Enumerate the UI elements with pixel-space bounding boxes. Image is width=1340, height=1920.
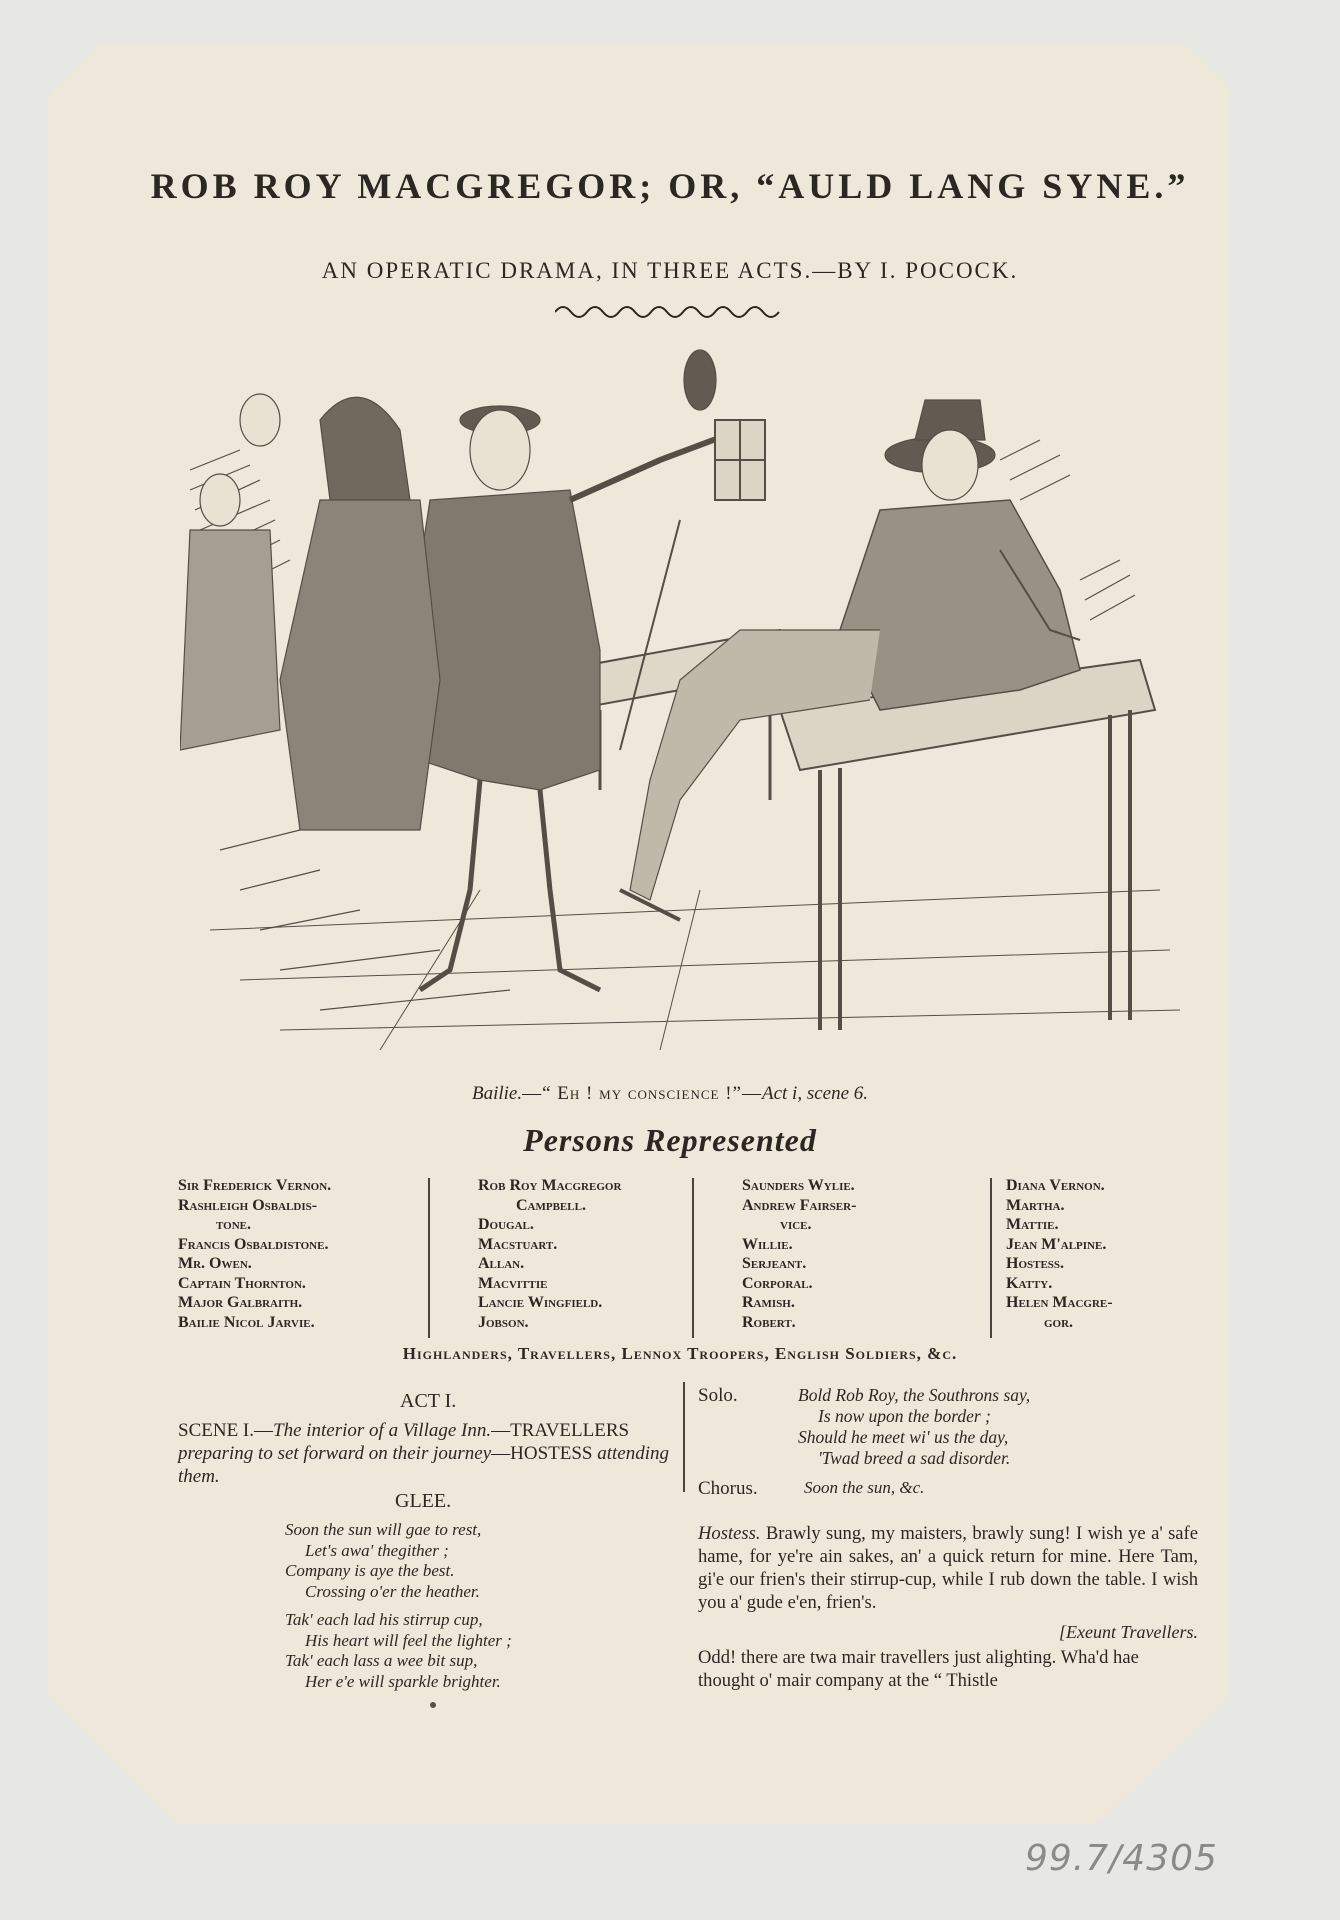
glee-verse-1 xyxy=(285,1520,481,1602)
verse-line: Her e'e will sparkle brighter. xyxy=(305,1671,501,1691)
ornamental-rule xyxy=(555,300,785,320)
person-name: Allan. xyxy=(478,1255,525,1272)
persons-column-2 xyxy=(478,1176,698,1332)
person-name: gor. xyxy=(1044,1313,1074,1331)
verse-line: Bold Rob Roy, the Southrons say, xyxy=(798,1385,1031,1405)
solo-label: Solo. xyxy=(698,1385,738,1406)
hat-on-wall xyxy=(684,350,716,410)
woman-figure xyxy=(280,397,440,830)
verse-line: Soon the sun will gae to rest, xyxy=(285,1520,482,1539)
person-name: Dougal. xyxy=(478,1216,534,1233)
person-name: Corporal. xyxy=(742,1274,813,1292)
hostess-speech-text: Brawly sung, my maisters, brawly sung! I wish ye a' safe hame, for ye're ain sakes, an' a quick return for mine. Here Tam, gi'e our frien's their stirrup-cup, while I rub down the table. I wish you a' gude e'en, frien's. xyxy=(698,1523,1198,1613)
caption-quote: —“ Eh ! my conscience !”— xyxy=(522,1083,762,1104)
verse-line: Tak' each lad his stirrup cup, xyxy=(285,1610,483,1629)
hostess-label: Hostess. xyxy=(698,1523,761,1544)
engraving-illustration xyxy=(180,330,1190,1060)
person-name: Hostess. xyxy=(1006,1255,1065,1272)
verse-line: Tak' each lass a wee bit sup, xyxy=(285,1651,478,1670)
chorus-text: Soon the sun, &c. xyxy=(804,1478,925,1497)
background-figures xyxy=(180,394,280,750)
person-name: Macstuart. xyxy=(478,1235,558,1253)
text-column-divider xyxy=(683,1382,685,1492)
floor xyxy=(210,890,1180,1050)
person-name: Katty. xyxy=(1006,1274,1053,1292)
closing-line: Odd! there are twa mair travellers just alighting. Wha'd hae thought o' mair company at the “ Thistle xyxy=(698,1647,1139,1691)
play-title: ROB ROY MACGREGOR; OR, “AULD LANG SYNE.” xyxy=(150,166,1190,206)
supporting-cast-line: Highlanders, Travellers, Lennox Troopers, English Soldiers, &c. xyxy=(402,1344,958,1363)
verse-line: Should he meet wi' us the day, xyxy=(798,1427,1009,1447)
person-name: Diana Vernon. xyxy=(1006,1177,1105,1194)
caption-speaker: Bailie. xyxy=(471,1083,523,1104)
person-name: Bailie Nicol Jarvie. xyxy=(178,1313,315,1331)
column-divider xyxy=(990,1178,992,1338)
person-name: Mr. Owen. xyxy=(178,1255,252,1272)
person-name: Rob Roy Macgregor xyxy=(478,1177,622,1194)
person-name: Andrew Fairser- xyxy=(742,1196,857,1214)
illustration-caption xyxy=(300,1083,1040,1105)
paper-mark xyxy=(430,1702,436,1708)
person-name: Serjeant. xyxy=(742,1255,807,1272)
person-name: Francis Osbaldistone. xyxy=(178,1235,329,1253)
person-name: Saunders Wylie. xyxy=(742,1177,855,1194)
hostess-speech xyxy=(698,1522,1198,1614)
person-name: vice. xyxy=(780,1216,812,1233)
person-name: Ramish. xyxy=(742,1294,795,1311)
play-subtitle: AN OPERATIC DRAMA, IN THREE ACTS.—BY I. POCOCK. xyxy=(321,258,1019,283)
scene-hostess: —HOSTESS xyxy=(491,1443,598,1464)
verse-line: 'Twad breed a sad disorder. xyxy=(818,1448,1011,1468)
person-name: Robert. xyxy=(742,1313,796,1331)
column-divider xyxy=(692,1178,694,1338)
caption-reference: Act i, scene 6. xyxy=(761,1083,869,1104)
person-name: Helen Macgre- xyxy=(1006,1294,1113,1311)
person-name: Jean M'alpine. xyxy=(1006,1235,1107,1253)
act-heading: ACT I. xyxy=(400,1390,457,1412)
person-name: Willie. xyxy=(742,1235,793,1253)
person-name: Major Galbraith. xyxy=(178,1294,303,1311)
column-divider xyxy=(428,1178,430,1338)
person-name: Lancie Wingfield. xyxy=(478,1294,603,1311)
person-name: Macvittie xyxy=(478,1274,548,1292)
persons-column-4 xyxy=(1006,1176,1196,1332)
verse-line: Company is aye the best. xyxy=(285,1561,455,1580)
person-name: Rashleigh Osbaldis- xyxy=(178,1196,318,1214)
person-name: tone. xyxy=(216,1216,251,1233)
person-name: Captain Thornton. xyxy=(178,1274,306,1292)
person-name: Mattie. xyxy=(1006,1216,1059,1233)
accession-number: 99.7/4305 xyxy=(1025,1838,1218,1879)
verse-line: Let's awa' thegither ; xyxy=(305,1540,449,1560)
scene-setting: The interior of a Village Inn. xyxy=(273,1420,492,1441)
verse-line: Is now upon the border ; xyxy=(818,1406,991,1426)
solo-verse xyxy=(798,1385,1030,1469)
glee-heading: GLEE. xyxy=(395,1490,452,1512)
person-name: Martha. xyxy=(1006,1196,1065,1214)
person-name: Jobson. xyxy=(478,1313,529,1331)
stage-direction: [Exeunt Travellers. xyxy=(1059,1622,1198,1642)
persons-column-1 xyxy=(178,1176,428,1332)
scene-attending: attending them. xyxy=(178,1443,670,1487)
glee-verse-2 xyxy=(285,1610,512,1692)
verse-line: His heart will feel the lighter ; xyxy=(305,1630,512,1650)
persons-heading: Persons Represented xyxy=(523,1122,817,1158)
persons-column-3 xyxy=(742,1176,972,1332)
verse-line: Crossing o'er the heather. xyxy=(305,1581,480,1601)
chorus-label: Chorus. xyxy=(698,1478,758,1499)
scene-travellers: —TRAVELLERS xyxy=(491,1420,630,1441)
scene-action: preparing to set forward on their journey xyxy=(178,1443,492,1464)
person-name: Sir Frederick Vernon. xyxy=(178,1177,332,1194)
scene-label: SCENE I.— xyxy=(178,1420,273,1441)
person-name: Campbell. xyxy=(516,1196,586,1214)
scene-description xyxy=(178,1419,678,1488)
